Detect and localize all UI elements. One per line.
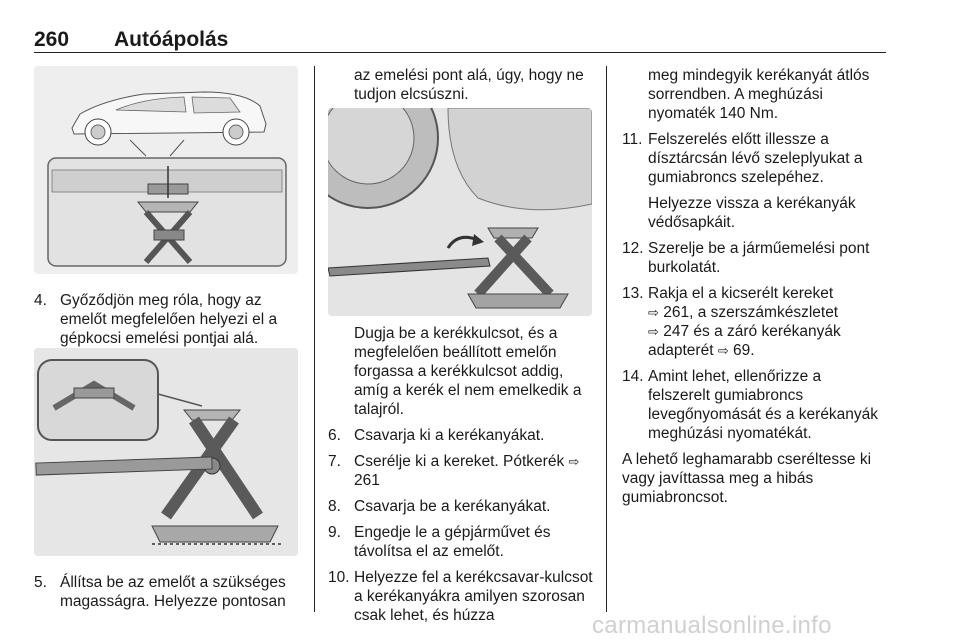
page-reference[interactable]: 261 bbox=[663, 304, 690, 321]
list-item bbox=[34, 291, 298, 348]
item-number: 12. bbox=[622, 240, 644, 257]
arrow-ref-icon: ⇨ bbox=[648, 324, 659, 339]
arrow-ref-icon: ⇨ bbox=[648, 305, 659, 320]
item-text: Csavarja be a kerékanyákat. bbox=[354, 498, 551, 515]
watermark: carmanualsonline.info bbox=[592, 612, 832, 639]
item-number: 11. bbox=[622, 131, 643, 148]
item-text: Amint lehet, ellenőrizze a felszerelt gumiabroncs levegőnyomását és a kerékanyák meghúzási nyomatékát. bbox=[648, 368, 879, 442]
column-2-text-top bbox=[328, 66, 594, 111]
column-2-text bbox=[328, 324, 594, 632]
list-item bbox=[328, 523, 594, 561]
item-number: 14. bbox=[622, 368, 644, 385]
page-reference[interactable]: 261 bbox=[354, 472, 380, 489]
item-number: 8. bbox=[328, 498, 341, 515]
item-text: Helyezze fel a kerékcsavar-kulcsot a kerékanyákra amilyen szorosan csak lehet, és húzza bbox=[354, 569, 593, 624]
column-divider-1 bbox=[314, 66, 315, 612]
arrow-ref-icon: ⇨ bbox=[568, 454, 580, 469]
page-title: Autóápolás bbox=[114, 28, 229, 51]
paragraph: meg mindegyik kerékanyát átlós sorrendben. A meghúzási nyomaték 140 Nm. bbox=[648, 67, 870, 122]
page-reference[interactable]: 69 bbox=[733, 342, 751, 359]
item-text: . bbox=[750, 342, 755, 359]
closing-paragraph: A lehető leghamarabb cseréltesse ki vagy javíttassa meg a hibás gumiabroncsot. bbox=[622, 451, 872, 506]
list-item bbox=[34, 573, 298, 611]
page-number: 260 bbox=[34, 28, 70, 51]
item-text: Felszerelés előtt illessze a dísztárcsán lévő szeleplyukat a gumiabroncs szelepéhez. bbox=[648, 131, 863, 186]
item-number: 10. bbox=[328, 569, 350, 586]
list-item bbox=[622, 284, 886, 360]
item-number: 7. bbox=[328, 453, 341, 470]
column-3-text bbox=[622, 66, 886, 514]
wrench-jack-illustration bbox=[328, 108, 592, 316]
item-text: Engedje le a gépjárművet és távolítsa el az emelőt. bbox=[354, 524, 551, 560]
item-number: 6. bbox=[328, 427, 341, 444]
item-number: 9. bbox=[328, 524, 341, 541]
header-rule bbox=[34, 52, 886, 53]
instruction-note: Dugja be a kerékkulcsot, és a megfelelően beállított emelőn forgassa a kerékkulcsot addig, amíg a kerék el nem emelkedik a talajról. bbox=[354, 325, 582, 418]
column-divider-2 bbox=[606, 66, 607, 612]
list-item bbox=[622, 367, 886, 443]
list-item bbox=[622, 130, 886, 232]
item-text: Szerelje be a járműemelési pont burkolatát. bbox=[648, 240, 870, 276]
item-text: és a záró kerékanyák adapterét bbox=[648, 323, 841, 359]
item-text: Állítsa be az emelőt a szükséges magasságra. Helyezze pontosan bbox=[60, 574, 286, 610]
item-number: 5. bbox=[34, 574, 47, 591]
item-text: Cserélje ki a kereket. Pótkerék bbox=[354, 453, 565, 470]
list-item bbox=[328, 426, 594, 445]
page-reference[interactable]: 247 bbox=[663, 323, 690, 340]
item-text: Rakja el a kicserélt kereket bbox=[648, 285, 834, 302]
list-item bbox=[622, 239, 886, 277]
paragraph: az emelési pont alá, úgy, hogy ne tudjon elcsúszni. bbox=[354, 67, 584, 103]
item-number: 4. bbox=[34, 292, 47, 309]
list-item bbox=[328, 568, 594, 625]
arrow-ref-icon: ⇨ bbox=[717, 343, 729, 358]
column-1-text-top bbox=[34, 291, 298, 355]
item-number: 13. bbox=[622, 285, 644, 302]
item-text: , a szerszámkészletet bbox=[689, 304, 839, 321]
jack-placement-illustration bbox=[34, 348, 298, 556]
list-item bbox=[328, 452, 594, 490]
item-text: Csavarja ki a kerékanyákat. bbox=[354, 427, 545, 444]
car-jack-point-illustration bbox=[34, 66, 298, 274]
column-1-text-bottom bbox=[34, 573, 298, 618]
item-subtext: Helyezze vissza a kerékanyák védősapkáit. bbox=[648, 195, 856, 231]
list-item bbox=[328, 497, 594, 516]
item-text: Győződjön meg róla, hogy az emelőt megfelelően helyezi el a gépkocsi emelési pontjai alá. bbox=[60, 292, 278, 347]
